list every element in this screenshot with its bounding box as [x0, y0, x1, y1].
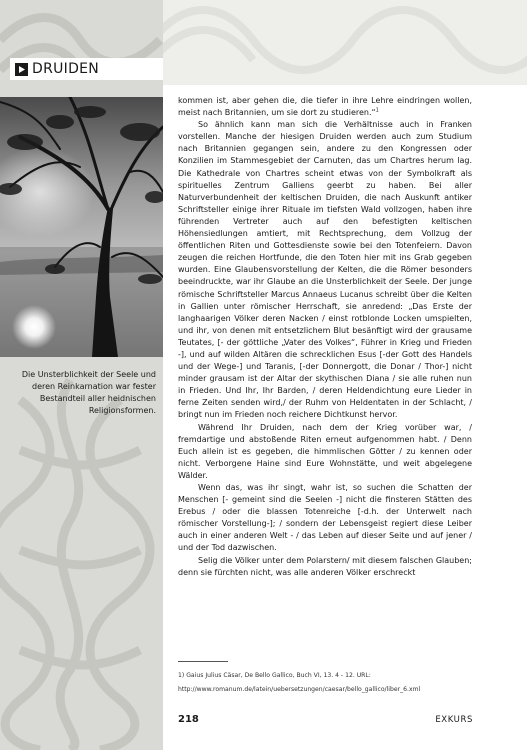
play-triangle-icon — [15, 63, 28, 76]
paragraph: Wenn das, was ihr singt, wahr ist, so suchen die Schatten der Menschen [- gemeint sind die Seelen -] nicht die finsteren Stätten des Erebus / oder die blassen Totenreiche [-d.h. der Unterwelt nach römischer Vorstellung-]; / sondern der Lebensgeist regiert diese Leiber auch in einer anderen Welt - / das Leben auf dieser Seite und auf jener / und der Tod dazwischen. — [178, 483, 472, 553]
footnote-reference[interactable]: 1 — [375, 107, 379, 114]
section-header — [10, 58, 163, 80]
header-ornament-band — [163, 0, 527, 85]
running-head: EXKURS — [435, 715, 473, 725]
section-title: DRUIDEN — [32, 61, 100, 77]
paragraph: Selig die Völker unter dem Polarstern/ mit diesem falschen Glauben; denn sie fürchten nicht, was alle anderen Völker erschreckt — [178, 555, 472, 577]
main-text — [178, 95, 472, 579]
footnote-citation: 1) Gaius Julius Cäsar, De Bello Gallico, Buch VI, 13. 4 - 12. URL: — [178, 672, 371, 679]
page-number: 218 — [178, 714, 199, 725]
image-caption: Die Unsterblichkeit der Seele und deren Reinkarnation war fester Bestandteil aller heidnischen Religionsformen. — [21, 370, 156, 415]
footnote-divider — [178, 661, 228, 662]
knot-border-ornament — [163, 0, 527, 85]
tree-lake-photo — [0, 97, 163, 357]
footnote-url[interactable]: http://www.romanum.de/latein/uebersetzungen/caesar/bello_gallico/liber_6.xml — [178, 686, 421, 693]
paragraph: Während Ihr Druiden, nach dem der Krieg vorüber war, / fremdartige und abstoßende Riten erneut aufgenommen habt. / Denn Euch allein ist es gegeben, die himmlischen Götter / zu kennen oder nicht. Verborgene Haine sind Eure Wohnstätte, und weit abgelegene Wälder. — [178, 422, 472, 480]
paragraph: So ähnlich kann man sich die Verhältnisse auch in Franken vorstellen. Manche der hiesigen Druiden werden auch zum Studium nach Britannien gegangen sein, andere zu den Kongressen oder Konzilien im Stammesgebiet der Carnuten, das um Chartres herum lag. Die Kathedrale von Chartres scheint etwas von der Symbolkraft als spirituelles Zentrum Galliens geerbt zu haben. Bei aller Naturverbundenheit der keltischen Druiden, die nach Auskunft antiker Schriftsteller einige ihrer Rituale im tiefsten Wald vollzogen, haben ihre führenden Vertreter auch auf den befestigten keltischen Höhensiedlungen amtiert, mit Rechtsprechung, dem Vollzug der öffentlichen Riten und Gottesdienste sowie bei den Totenfeiern. Davon zeugen die reichen Hortfunde, die den Toten hier mit ins Grab gegeben wurden. Eine Glaubensvorstellung der Kelten, die die Römer besonders beeindruckte, war ihr Glaube an die Unsterblichkeit der Seele. Der junge römische Schriftsteller Marcus Annaeus Lucanus schreibt über die Kelten in Gallien unter römischer Herrschaft, sie anredend: „Das Erste der langhaarigen Völker deren Nacken / einst rotblonde Locken umspielten, und ihr, von denen mit entsetzlichem Blut besänftigt wird der grausame Teutates, [- der göttliche „Vater des Volkes“, Führer in Krieg und Frieden -], und auf wilden Altären die schrecklichen Esus [-der Gott des Handels und der Wege-] und Taranis, [-der Donnergott, die Donar / Thor-] nicht minder grausam ist der Altar der skythischen Diana / sie alle ruhen nun in Frieden. Und Ihr, Ihr Barden, / deren Heldendichtung eure Lieder in ferne Zeiten senden wird,/ der Ruhm von Heldentaten in der Schlacht, / bringt nun im Frieden noch reichere Dichtkunst hervor. — [178, 120, 472, 420]
footnote — [178, 669, 478, 697]
paragraph: kommen ist, aber gehen die, die tiefer in ihre Lehre eindringen wollen, meist nach Britannien, um sie dort zu studieren.“$^1$ — [178, 96, 472, 118]
